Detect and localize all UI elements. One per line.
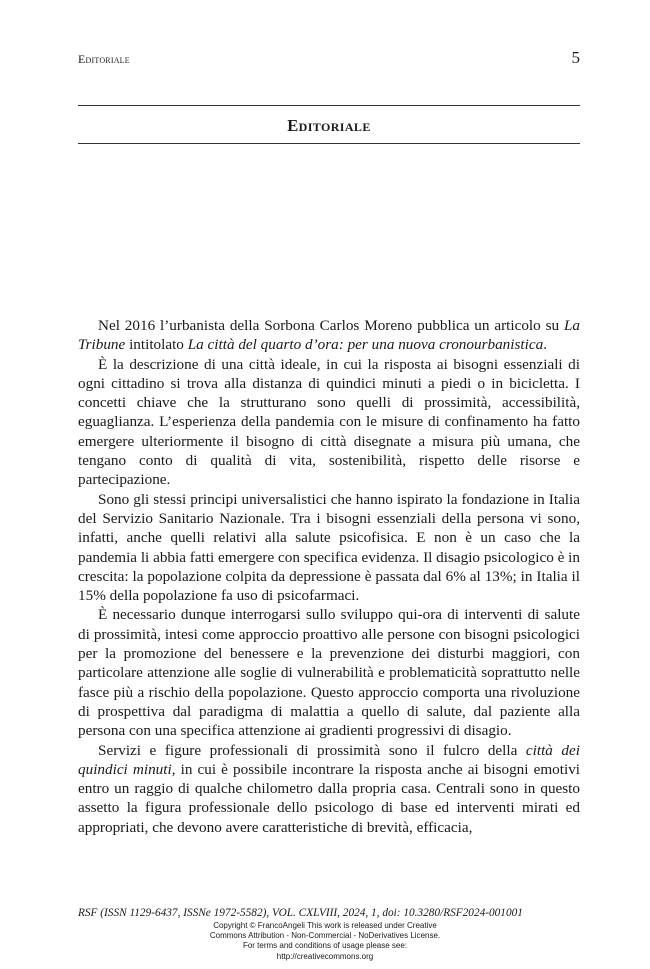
running-title: Editoriale xyxy=(78,52,130,66)
text-run: È necessario dunque interrogarsi sullo sviluppo qui-ora di interventi di salute di prossimità, intesi come approccio proattivo alle persone con bisogni psicologici per la promozione del benessere e la prevenzione dei disturbi maggiori, con particolare attenzione alle soglie di vulnerabilità e problematicità soprattutto nelle fasce più a rischio della popolazione. Questo approccio comporta una rivoluzione di prospettiva dal paradigma di malattia a quello di salute, dal paziente alla persona con una specifica attenzione ai gradienti progressivi di disagio. xyxy=(78,606,580,740)
text-run: Nel 2016 l’urbanista della Sorbona Carlos Moreno pubblica un articolo su xyxy=(98,317,564,334)
paragraph xyxy=(78,605,580,740)
italic-run: città dei quindici minuti xyxy=(78,741,580,778)
journal-citation: RSF (ISSN 1129-6437, ISSNe 1972-5582), VOL. CXLVIII, 2024, 1, doi: 10.3280/RSF2024-001001 xyxy=(78,907,523,919)
license-notice xyxy=(0,921,650,962)
text-run: Sono gli stessi principi universalistici che hanno ispirato la fondazione in Italia del Servizio Sanitario Nazionale. Tra i bisogni essenziali della persona vi sono, infatti, anche quelli relativi alla salute psicofisica. E non è un caso che la pandemia li abbia fatti emergere con specifica evidenza. Il disagio psicologico è in crescita: la popolazione colpita da depressione è passata dal 6% al 13%; in Italia il 15% della popolazione fa uso di psicofarmaci. xyxy=(78,490,580,605)
license-line: Copyright © FrancoAngeli This work is released under Creative xyxy=(213,921,437,930)
paragraph xyxy=(78,316,580,355)
text-run: intitolato xyxy=(125,336,188,354)
paragraph xyxy=(78,741,580,837)
paragraph xyxy=(78,355,580,490)
license-link[interactable]: http://creativecommons.org xyxy=(276,951,374,961)
text-run: , in cui è possibile incontrare la risposta anche ai bisogni emotivi entro un raggio di qualche chilometro dalla propria casa. Centrali sono in questo assetto la figura professionale dello psicologo di base ed interventi mirati ed appropriati, che devono avere caratteristiche di brevità, efficacia, xyxy=(78,760,581,836)
article-body xyxy=(78,316,580,837)
text-run: È la descrizione di una città ideale, in cui la risposta ai bisogni essenziali di ogni cittadino si trova alla distanza di quindici minuti a piedi o in bicicletta. I concetti chiave che la strutturano sono quelli di prossimità, accessibilità, eguaglianza. L’esperienza della pandemia con le misure di confinamento ha fatto emergere ulteriormente il bisogno di città disegnate a misura più umana, che tengano conto di qualità di vita, sostenibilità, rispetto delle risorse e partecipazione. xyxy=(78,355,580,489)
paragraph xyxy=(78,490,580,606)
text-run: Servizi e figure professionali di prossimità sono il fulcro della xyxy=(98,741,526,759)
italic-run: La città del quarto d’ora: per una nuova cronourbanistica xyxy=(187,336,544,354)
italic-run: La Tribune xyxy=(78,317,580,354)
section-title: Editoriale xyxy=(287,116,371,135)
text-run: . xyxy=(543,336,547,354)
title-rule-bottom xyxy=(78,143,580,144)
license-line: For terms and conditions of usage please see: xyxy=(242,941,408,951)
running-head xyxy=(78,50,580,70)
page-number: 5 xyxy=(571,48,580,67)
license-line: Commons Attribution - Non-Commercial - NoDerivatives License. xyxy=(209,931,441,941)
title-rule-top xyxy=(78,105,580,106)
